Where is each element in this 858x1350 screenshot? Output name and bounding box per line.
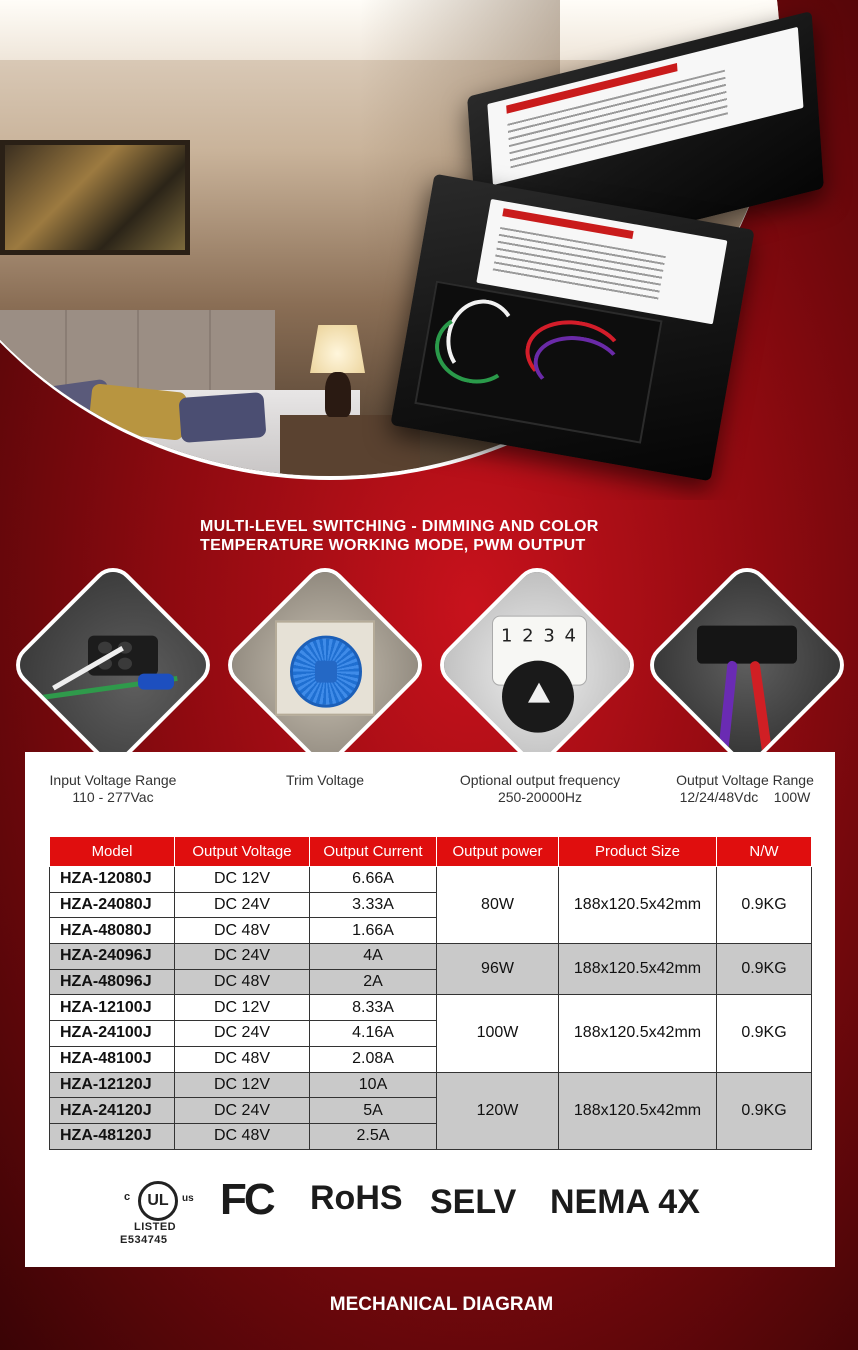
spec-panel	[25, 752, 835, 1267]
header-product-size: Product Size	[559, 837, 717, 867]
header-output-power: Output power	[437, 837, 559, 867]
rohs-logo: RoHS	[310, 1179, 403, 1217]
table-row: HZA-48100J DC 48V 2.08A	[50, 1046, 812, 1072]
table-row: HZA-24100J DC 24V 4.16A	[50, 1021, 812, 1047]
nema-4x-logo: NEMA 4X	[550, 1183, 700, 1221]
header-model: Model	[50, 837, 175, 867]
weight-cell: 0.9KG	[717, 995, 812, 1072]
fcc-logo: FC	[220, 1175, 273, 1224]
table-row: HZA-24080J DC 24V 3.33A	[50, 892, 812, 918]
spec-table	[49, 836, 812, 1150]
table-row: HZA-12100J DC 12V 8.33A 100W 188x120.5x42mm 0.9KG	[50, 995, 812, 1021]
output-wires-icon	[641, 559, 853, 771]
lamp-icon	[310, 325, 365, 373]
caption-trim-voltage: Trim Voltage	[285, 772, 365, 788]
ul-listed-logo: c UL us LISTED E534745	[120, 1177, 200, 1247]
feature-headline	[200, 517, 660, 555]
dial-numbers: 1 2 3 4	[492, 616, 587, 686]
wall-painting	[0, 140, 190, 255]
table-row: HZA-48096J DC 48V 2A	[50, 969, 812, 995]
power-cell: 96W	[437, 944, 559, 995]
mechanical-diagram-title: MECHANICAL DIAGRAM	[329, 1294, 554, 1315]
caption-output-voltage: Output Voltage Range 12/24/48Vdc 100W	[676, 772, 814, 805]
table-row: HZA-48080J DC 48V 1.66A	[50, 918, 812, 944]
weight-cell: 0.9KG	[717, 1072, 812, 1149]
table-row: HZA-12080J DC 12V 6.66A 80W 188x120.5x42mm 0.9KG	[50, 867, 812, 893]
caption-output-frequency: Optional output frequency 250-20000Hz	[459, 772, 621, 805]
hero-section	[0, 0, 858, 500]
size-cell: 188x120.5x42mm	[559, 995, 717, 1072]
table-row: HZA-24120J DC 24V 5A	[50, 1098, 812, 1124]
selv-logo: SELV	[430, 1183, 517, 1221]
headline-line-1: MULTI-LEVEL SWITCHING - DIMMING AND COLOR	[200, 518, 599, 535]
table-row: HZA-24096J DC 24V 4A 96W 188x120.5x42mm 0.9KG	[50, 944, 812, 970]
power-cell: 80W	[437, 867, 559, 944]
table-row: HZA-12120J DC 12V 10A 120W 188x120.5x42mm 0.9KG	[50, 1072, 812, 1098]
table-header-row	[50, 837, 812, 867]
caption-input-voltage: Input Voltage Range 110 - 277Vac	[49, 772, 177, 805]
weight-cell: 0.9KG	[717, 944, 812, 995]
size-cell: 188x120.5x42mm	[559, 867, 717, 944]
size-cell: 188x120.5x42mm	[559, 1072, 717, 1149]
wiring-terminal-icon	[7, 559, 219, 771]
certification-logos	[120, 1177, 740, 1252]
weight-cell: 0.9KG	[717, 867, 812, 944]
power-cell: 100W	[437, 995, 559, 1072]
frequency-dial-icon	[431, 559, 643, 771]
header-nw: N/W	[717, 837, 812, 867]
table-row: HZA-48120J DC 48V 2.5A	[50, 1123, 812, 1149]
header-output-voltage: Output Voltage	[175, 837, 310, 867]
power-cell: 120W	[437, 1072, 559, 1149]
size-cell: 188x120.5x42mm	[559, 944, 717, 995]
headline-line-2: TEMPERATURE WORKING MODE, PWM OUTPUT	[200, 537, 586, 554]
trim-voltage-knob-icon	[219, 559, 431, 771]
header-output-current: Output Current	[310, 837, 437, 867]
